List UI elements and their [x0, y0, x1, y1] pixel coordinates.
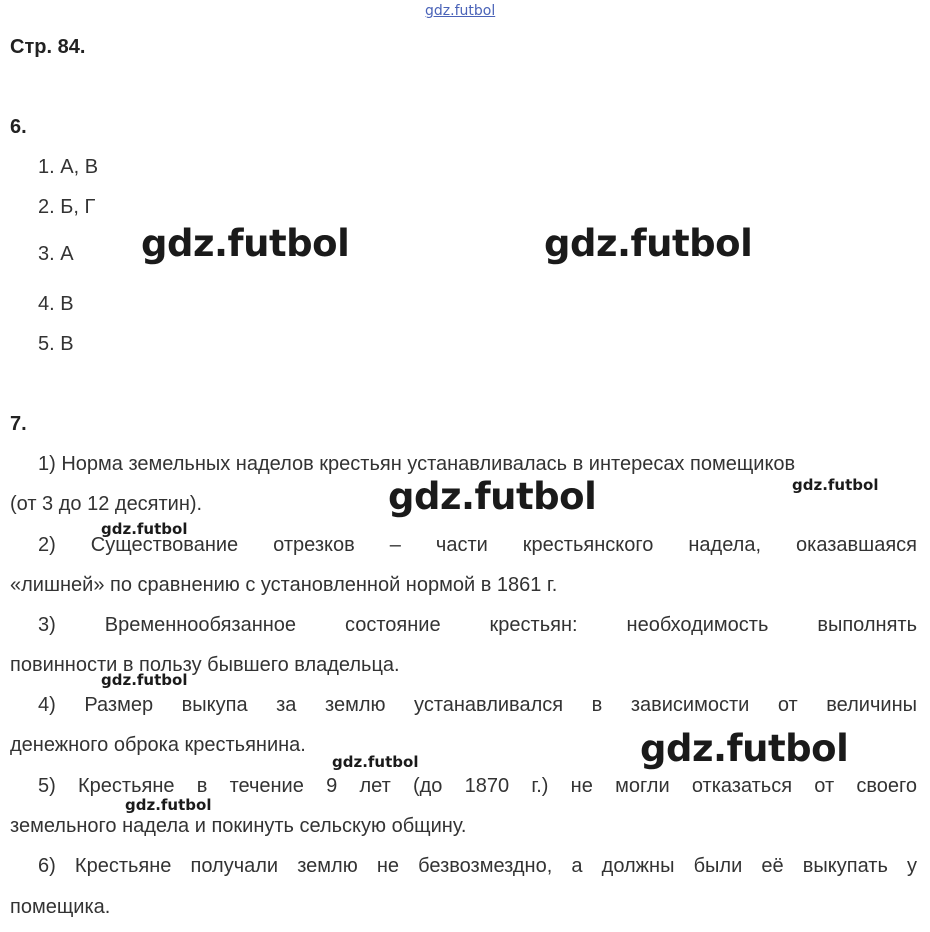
answer-item: 1. А, В [38, 156, 99, 178]
paragraph-line: 6) Крестьяне получали землю не безвозмездно, а должны были её выкупать у [38, 855, 917, 877]
paragraph-line: 3) Временнообязанное состояние крестьян: необходимость выполнять [38, 614, 917, 636]
answer-item: 2. Б, Г [38, 196, 96, 218]
paragraph-line: (от 3 до 12 десятин). [10, 493, 203, 515]
watermark: gdz.futbol [101, 671, 188, 689]
answer-item: 5. В [38, 333, 74, 355]
watermark: gdz.futbol [640, 727, 849, 770]
page-title: Стр. 84. [10, 36, 86, 58]
task-6-number: 6. [10, 116, 27, 138]
paragraph-line: денежного оброка крестьянина. [10, 734, 306, 756]
watermark: gdz.futbol [101, 520, 188, 538]
watermark: gdz.futbol [792, 476, 879, 494]
watermark: gdz.futbol [125, 796, 212, 814]
paragraph-line: 5) Крестьяне в течение 9 лет (до 1870 г.) не могли отказаться от своего [38, 775, 917, 797]
watermark: gdz.futbol [141, 222, 350, 265]
watermark: gdz.futbol [332, 753, 419, 771]
answer-item: 4. В [38, 293, 74, 315]
site-link[interactable]: gdz.futbol [425, 3, 496, 19]
paragraph-line: повинности в пользу бывшего владельца. [10, 654, 400, 676]
paragraph-line: 1) Норма земельных наделов крестьян устанавливалась в интересах помещиков [38, 453, 796, 475]
paragraph-line: «лишней» по сравнению с установленной нормой в 1861 г. [10, 574, 558, 596]
watermark: gdz.futbol [388, 475, 597, 518]
paragraph-line: 2) Существование отрезков – части крестьянского надела, оказавшаяся [38, 534, 917, 556]
paragraph-line: помещика. [10, 896, 111, 918]
paragraph-line: земельного надела и покинуть сельскую общину. [10, 815, 467, 837]
task-7-number: 7. [10, 413, 27, 435]
answer-item: 3. А [38, 243, 74, 265]
watermark: gdz.futbol [544, 222, 753, 265]
paragraph-line: 4) Размер выкупа за землю устанавливался в зависимости от величины [38, 694, 917, 716]
